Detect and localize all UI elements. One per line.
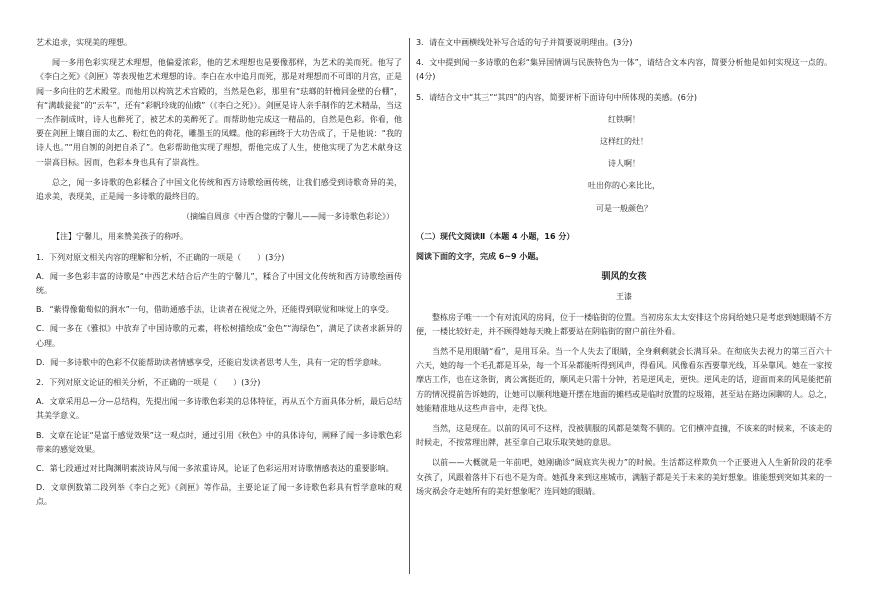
question-5: 5．请结合文中“其三”“其四”的内容，简要评析下面诗句中所体现的美感。(6分) bbox=[416, 92, 697, 102]
passage-paragraph: 总之，闻一多诗歌的色彩糅合了中国文化传统和西方诗歌绘画传统，让我们感受到诗歌奇异的美，追求美，表现美，正是闻一多诗歌的最终目的。 bbox=[36, 177, 402, 202]
reading-instruction: 阅读下面的文字，完成 6~9 小题。 bbox=[416, 252, 544, 262]
question-1-stem: 1．下列对原文相关内容的理解和分析，不正确的一项是（ ）(3分) bbox=[36, 252, 285, 262]
question-2-option-b: B．文章在论证“是富于感觉效果”这一观点时，通过引用《秋色》中的具体诗句，阐释了闻一多诗歌色彩带来的感觉效果。 bbox=[36, 430, 402, 454]
question-1-option-c: C．闻一多在《雅拟》中放弃了中国诗歌的元素，将松树描绘成“金色”“海绿色”，满足了读者求新异的心理。 bbox=[36, 324, 402, 348]
question-2-option-d: D．文章例数第二段列举《李白之死》《剑匣》等作品，主要论证了闻一多诗歌色彩具有哲学意味的观点。 bbox=[36, 483, 402, 507]
story-paragraph: 当然，这是现在。以前的风可不这样，没被驯服的风都是桀骜不驯的。它们横冲直撞，不该来的时候来，不该走的时候走，不按常理出牌，甚至拿自己取乐取笑她的意思。 bbox=[416, 424, 832, 448]
poem-line: 吐出你的心来比比， bbox=[588, 181, 660, 191]
story-title: 驯风的女孩 bbox=[601, 272, 647, 283]
left-column bbox=[36, 36, 402, 510]
poem-excerpt bbox=[416, 113, 832, 216]
right-column bbox=[416, 36, 832, 499]
column-divider bbox=[409, 38, 410, 574]
passage-fragment: 艺术追求，实现美的理想。 bbox=[36, 38, 132, 47]
poem-line: 诗人啊！ bbox=[608, 159, 640, 169]
question-2-stem: 2．下列对原文论证的相关分析，不正确的一项是（ ）(3分) bbox=[36, 378, 261, 388]
question-2-option-a: A．文章采用总—分—总结构，先提出闻一多诗歌色彩美的总体特征，再从五个方面具体分析，最后总结其美学意义。 bbox=[36, 397, 402, 421]
question-1-option-a: A．闻一多色彩丰富的诗歌是“中西艺术结合后产生的宁馨儿”，糅合了中国文化传统和西方诗歌绘画传统。 bbox=[36, 271, 402, 296]
section-header: （二）现代文阅读Ⅱ（本题 4 小题，16 分） bbox=[416, 231, 575, 241]
story-author: 王漆 bbox=[616, 292, 632, 302]
question-2-option-c: C．第七段通过对比陶渊明素淡诗风与闻一多浓重诗风，论证了色彩运用对诗歌情感表达的重要影响。 bbox=[36, 464, 394, 474]
passage-paragraph: 闻一多用色彩实现艺术理想，他偏爱浓彩，他的艺术理想也是要像那样，为艺术的美而死。他写了《李白之死》《剑匣》等表现他艺术理想的诗。李白在水中追月而死，那是对理想而不可即的月宫，正是闻一多向往的艺术殿堂。而他用以构筑艺术宫殿的，当然是色彩，那里有“珐瑯的轩檐同金壁的台棚”，有“满载瓮瓮”的“云车”，还有“彩帆玲珑的仙娥”（《李白之死》）。剑匣是诗人亲手制作的艺术精品，当这一杰作制成时，诗人也醉死了，被艺术的美醉死了。而帮助他完成这一精品的，自然是色彩。你看，他要在剑匣上镶自面的太乙、粉红色的荷花，雕墨玉的凤蝶。他的彩画终于大功告成了，于是他说：“我的诗人也。”“用自刎的剑把自杀了”。色彩帮助他实现了理想，帮他完成了人生，使他实现了为艺术献身这一崇高目标。因而，色彩本身也具有了崇高性。 bbox=[36, 58, 402, 167]
question-4: 4．文中提到闻一多诗歌的色彩“集异国情调与民族特色为一体”，请结合文本内容，简要分析他是如何实现这一点的。(4分) bbox=[416, 58, 832, 82]
story-paragraph: 当然不是用眼睛“看”，是用耳朵。当一个人失去了眼睛，全身剩剩就会长满耳朵。在彻底失去视力的第三百六十六天，她的每一个毛孔都是耳朵，每一个耳朵都能听得到风声，得看风。风像看东西要靠光线，耳朵靠风。她在一家按摩店工作，也在这条街，离公寓挺近的，顺风走只需十分钟，若是逆风走，更快。逆风走的话，迎面而来的风是能把前方的情况提前告诉她的，让她可以顺利地避开摆在地面的摊档或是临时放置的垃圾箱，甚至站在路边闲聊的人。总之，她能精准地从这些声音中，走得飞快。 bbox=[416, 347, 832, 413]
poem-line: 红铁啊！ bbox=[608, 114, 640, 124]
poem-line: 可是一般颜色？ bbox=[596, 203, 652, 213]
question-1-option-b: B．“紫得像葡萄似的涧水”一句，借助通感手法，让读者在视觉之外，还能得到联觉和味觉上的享受。 bbox=[36, 305, 394, 315]
question-3: 3．请在文中画横线处补写合适的句子并简要说明理由。(3分) bbox=[416, 38, 633, 47]
story-paragraph: 整栋房子唯一一个有对流风的房间，位于一楼临街的位置。当初房东太太安排这个房间给她只是考虑到她眼睛不方便，一楼比较好走，并不顾得她每天晚上都要站在阴临街的窗户前往外看。 bbox=[416, 312, 832, 336]
story-paragraph: 以前——大概就是一年前吧，她刚确诊“阔底宾失视力”的时候。生活都这样欺负一个正要进入人生新阶段的花季女孩了，风跟着落井下石也不是为奇。她孤身来到这座城市，满脑子都是关于未来的美好想象。谁能想到突如其来的一场灾祸会夺走她所有的美好想象呢？连同她的眼睛。 bbox=[416, 458, 832, 496]
poem-line: 这样红的灶！ bbox=[600, 137, 648, 147]
source-citation: （摘编自周彦《中西合璧的宁馨儿——闻一多诗歌色彩论》） bbox=[182, 212, 394, 222]
question-1-option-d: D．闻一多诗歌中的色彩不仅能帮助读者情感享受，还能启发读者思考人生，具有一定的哲学意味。 bbox=[36, 357, 387, 367]
annotation-note: 【注】宁馨儿，用来赞美孩子的称呼。 bbox=[52, 232, 188, 242]
